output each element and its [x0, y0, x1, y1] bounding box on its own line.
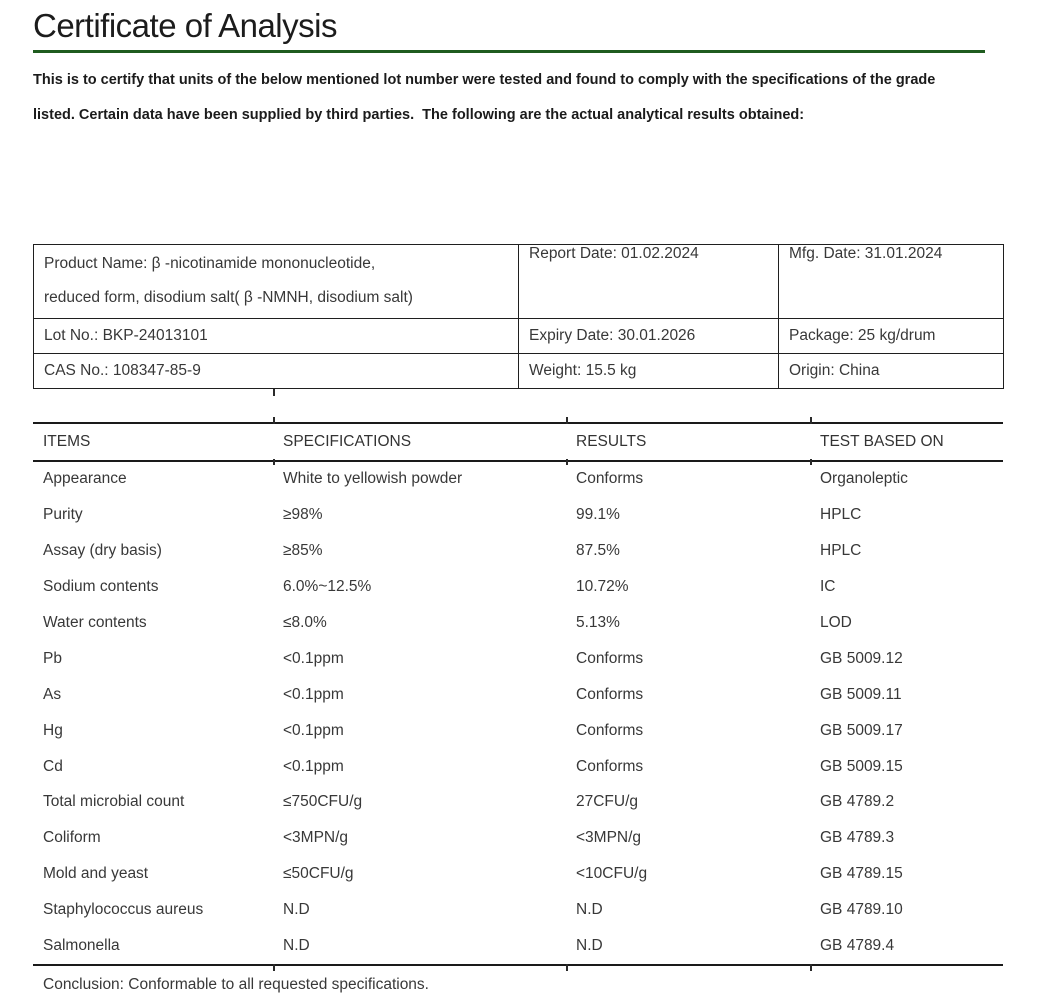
item-cell: Salmonella: [43, 937, 120, 955]
item-cell: Coliform: [43, 829, 101, 847]
table-row: [33, 928, 1003, 965]
item-cell: Mold and yeast: [43, 865, 149, 883]
spec-cell: ≤50CFU/g: [283, 865, 354, 883]
test-cell: GB 5009.15: [820, 757, 903, 775]
table-row: [33, 641, 1003, 677]
item-cell: Staphylococcus aureus: [43, 901, 204, 919]
table-row: [33, 892, 1003, 928]
title-underline-rule: [33, 50, 985, 53]
spec-cell: <0.1ppm: [283, 649, 344, 667]
item-cell: Sodium contents: [43, 578, 159, 596]
test-cell: HPLC: [820, 506, 862, 524]
test-cell: GB 4789.15: [820, 865, 903, 883]
spec-cell: ≥85%: [283, 542, 323, 560]
table-row: [34, 318, 1004, 353]
package-cell: Package: 25 kg/drum: [779, 318, 1004, 353]
spec-cell: ≤8.0%: [283, 614, 327, 631]
test-cell: GB 5009.17: [820, 721, 903, 739]
product-name-cell: [34, 244, 519, 318]
result-cell: Conforms: [576, 721, 644, 739]
result-cell: Conforms: [576, 757, 644, 775]
result-cell: Conforms: [576, 649, 644, 667]
item-cell: Hg: [43, 721, 63, 739]
conclusion-text: Conclusion: Conformable to all requested specifications.: [43, 975, 429, 993]
table-row: [33, 749, 1003, 785]
result-cell: Conforms: [576, 470, 644, 488]
spec-cell: <0.1ppm: [283, 757, 344, 775]
test-cell: GB 4789.4: [820, 937, 895, 955]
mfg-date-cell: Mfg. Date: 31.01.2024: [779, 244, 1004, 318]
intro-line-2: listed. Certain data have been supplied by third parties. The following are the actual analytical results obtained:: [33, 106, 805, 123]
result-cell: Conforms: [576, 685, 644, 703]
analytical-results-table: [33, 422, 1003, 966]
result-cell: <10CFU/g: [576, 865, 648, 883]
spec-cell: ≥98%: [283, 506, 323, 524]
table-row: [33, 856, 1003, 892]
item-cell: As: [43, 685, 62, 703]
results-header-items: ITEMS: [33, 423, 273, 461]
table-row: [33, 533, 1003, 569]
expiry-date-cell: Expiry Date: 30.01.2026: [519, 318, 779, 353]
column-tick: [810, 417, 812, 424]
spec-cell: <3MPN/g: [283, 829, 349, 847]
column-tick: [810, 459, 812, 465]
results-header-test-based-on: TEST BASED ON: [810, 423, 1003, 461]
item-cell: Assay (dry basis): [43, 542, 162, 560]
page-title: Certificate of Analysis: [33, 7, 337, 44]
item-cell: Appearance: [43, 470, 127, 488]
results-header-row: [33, 423, 1003, 461]
test-cell: Organoleptic: [820, 470, 908, 488]
result-cell: 99.1%: [576, 506, 620, 524]
table-row: [33, 785, 1003, 821]
table-row: [33, 461, 1003, 498]
result-cell: N.D: [576, 901, 603, 919]
column-tick: [273, 389, 275, 396]
item-cell: Pb: [43, 649, 62, 667]
item-cell: Cd: [43, 757, 63, 775]
result-cell: 5.13%: [576, 614, 620, 631]
weight-cell: Weight: 15.5 kg: [519, 353, 779, 388]
product-info-table: [33, 244, 1004, 389]
spec-cell: N.D: [283, 937, 310, 955]
table-row: [34, 353, 1004, 388]
item-cell: Total microbial count: [43, 793, 185, 811]
table-row: [33, 820, 1003, 856]
table-row: [33, 605, 1003, 641]
item-cell: Purity: [43, 506, 83, 524]
column-tick: [273, 417, 275, 424]
column-tick: [566, 964, 568, 971]
test-cell: GB 4789.3: [820, 829, 895, 847]
column-tick: [566, 417, 568, 424]
results-table-wrap: [33, 422, 1003, 966]
table-row: [33, 713, 1003, 749]
test-cell: GB 5009.12: [820, 649, 903, 667]
column-tick: [566, 459, 568, 465]
spec-cell: 6.0%~12.5%: [283, 578, 372, 596]
test-cell: GB 4789.10: [820, 901, 903, 919]
test-cell: HPLC: [820, 542, 862, 560]
result-cell: N.D: [576, 937, 603, 955]
table-row: [33, 569, 1003, 605]
table-row: [34, 244, 1004, 318]
test-cell: GB 4789.2: [820, 793, 895, 811]
product-name-line-1: Product Name: β -nicotinamide mononucleotide,: [44, 255, 376, 272]
spec-cell: <0.1ppm: [283, 721, 344, 739]
table-row: [33, 497, 1003, 533]
intro-line-1: This is to certify that units of the below mentioned lot number were tested and found to comply with the specifications of the grade: [33, 71, 936, 88]
spec-cell: <0.1ppm: [283, 685, 344, 703]
lot-no-cell: Lot No.: BKP-24013101: [34, 318, 519, 353]
test-cell: IC: [820, 578, 836, 596]
intro-paragraph: [33, 63, 1005, 133]
product-info-table-wrap: [33, 244, 1003, 389]
column-tick: [273, 964, 275, 971]
spec-cell: ≤750CFU/g: [283, 793, 363, 811]
results-header-results: RESULTS: [566, 423, 810, 461]
table-row: [33, 677, 1003, 713]
item-cell: Water contents: [43, 614, 147, 631]
report-date-cell: Report Date: 01.02.2024: [519, 244, 779, 318]
cas-no-cell: CAS No.: 108347-85-9: [34, 353, 519, 388]
result-cell: <3MPN/g: [576, 829, 642, 847]
spec-cell: N.D: [283, 901, 310, 919]
column-tick: [273, 459, 275, 465]
test-cell: LOD: [820, 614, 852, 631]
result-cell: 27CFU/g: [576, 793, 639, 811]
results-header-specifications: SPECIFICATIONS: [273, 423, 566, 461]
column-tick: [810, 964, 812, 971]
test-cell: GB 5009.11: [820, 685, 902, 703]
spec-cell: White to yellowish powder: [283, 470, 463, 488]
product-name-line-2: reduced form, disodium salt( β -NMNH, disodium salt): [44, 289, 413, 306]
result-cell: 10.72%: [576, 578, 629, 596]
origin-cell: Origin: China: [779, 353, 1004, 388]
result-cell: 87.5%: [576, 542, 620, 560]
